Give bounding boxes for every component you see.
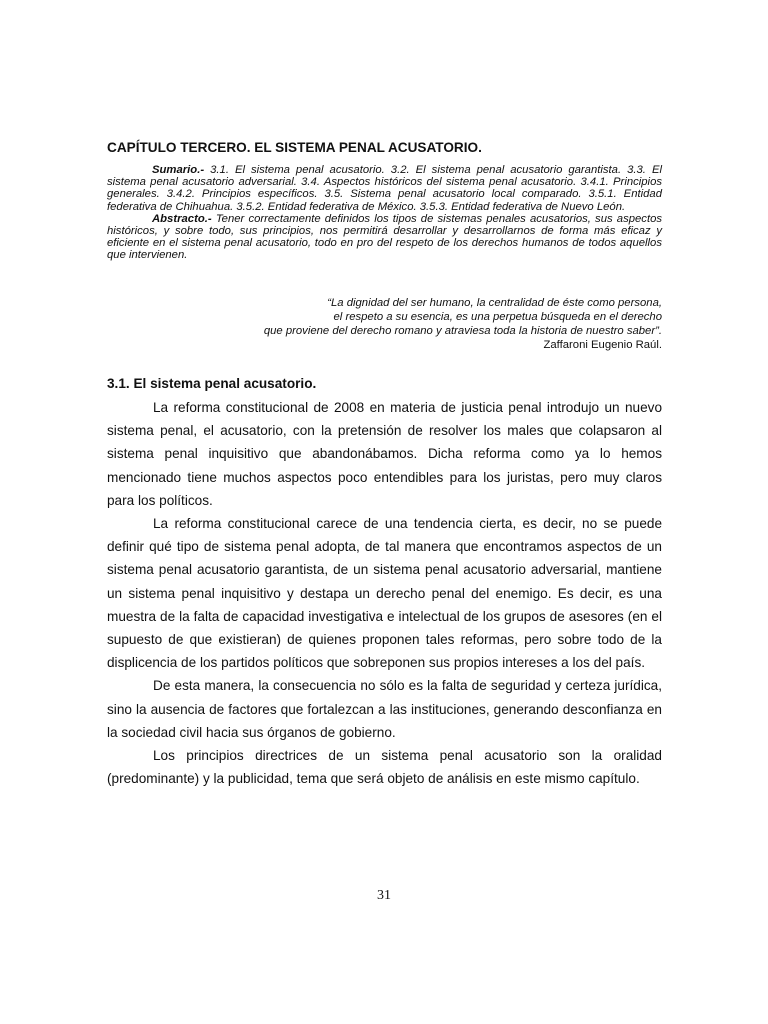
abstract-text: Tener correctamente definidos los tipos de sistemas penales acusatorios, sus aspectos históricos, y sobre todo, sus principios, nos permitirá desarrollar y desarrollarnos de forma más eficaz y eficiente en el sistema penal acusatorio, todo en pro del respeto de los derechos humanos de todos aquellos que intervienen. [107, 212, 663, 262]
body-paragraph: La reforma constitucional de 2008 en materia de justicia penal introdujo un nuevo sistema penal, el acusatorio, con la pretensión de resolver los males que colapsaron al sistema penal inquisitivo que abandonábamos. Dicha reforma como ya lo hemos mencionado tiene muchos aspectos poco entendibles para los juristas, pero muy claros para los políticos. [107, 400, 662, 508]
epigraph-line: “La dignidad del ser humano, la centralidad de éste como persona, [327, 297, 662, 309]
section-heading: 3.1. El sistema penal acusatorio. [107, 376, 317, 391]
epigraph-author: Zaffaroni Eugenio Raúl. [543, 339, 662, 351]
epigraph-line: el respeto a su esencia, es una perpetua búsqueda en el derecho [333, 311, 662, 323]
chapter-summary-block [107, 164, 662, 262]
abstract-paragraph [107, 213, 662, 262]
body-paragraph: Los principios directrices de un sistema penal acusatorio son la oralidad (predominante) y la publicidad, tema que será objeto de análisis en este mismo capítulo. [107, 748, 662, 787]
chapter-title: CAPÍTULO TERCERO. EL SISTEMA PENAL ACUSATORIO. [107, 140, 482, 155]
summary-text: 3.1. El sistema penal acusatorio. 3.2. El sistema penal acusatorio garantista. 3.3. El sistema penal acusatorio adversarial. 3.4. Aspectos históricos del sistema penal acusatorio. 3.4.1. Principios generales. 3.4.2. Principios específicos. 3.5. Sistema penal acusatorio local comparado. 3.5.1. Entidad federativa de Chihuahua. 3.5.2. Entidad federativa de México. 3.5.3. Entidad federativa de Nuevo León. [107, 164, 662, 213]
body-text [107, 396, 662, 790]
epigraph-line: que proviene del derecho romano y atraviesa toda la historia de nuestro saber”. [263, 325, 662, 337]
abstract-label: Abstracto.- [152, 212, 212, 225]
body-paragraph: La reforma constitucional carece de una tendencia cierta, es decir, no se puede definir qué tipo de sistema penal adopta, de tal manera que encontramos aspectos de un sistema penal acusatorio garantista, de un sistema penal acusatorio adversarial, mantiene un sistema penal inquisitivo y destapa un derecho penal del enemigo. Es decir, es una muestra de la falta de capacidad investigativa e intelectual de los grupos de asesores (en el supuesto de que existieran) de quienes proponen tales reformas, pero sobre todo de la displicencia de los partidos políticos que sobreponen sus propios intereses a los del país. [107, 516, 662, 671]
summary-label: Sumario.- [152, 164, 205, 176]
summary-paragraph [107, 164, 662, 213]
epigraph-quote [107, 296, 662, 352]
body-paragraph: De esta manera, la consecuencia no sólo es la falta de seguridad y certeza jurídica, sino la ausencia de factores que fortalezcan a las instituciones, generando desconfianza en la sociedad civil hacia sus órganos de gobierno. [107, 678, 662, 740]
page-number: 31 [377, 888, 391, 903]
